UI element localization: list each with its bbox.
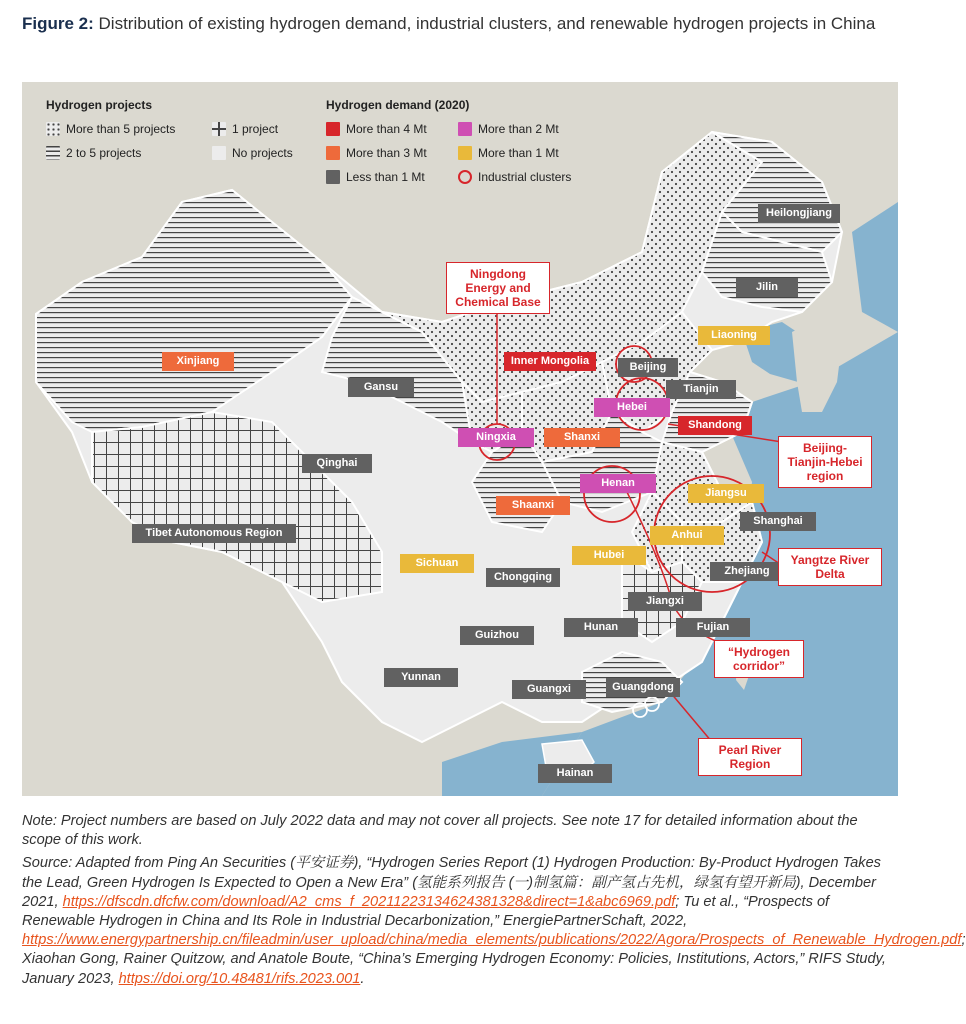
legend-gt2 [458,122,559,136]
legend-gt1 [458,146,559,160]
legend-none-label: No projects [232,146,293,160]
gray-swatch-icon [326,170,340,184]
legend-gt3 [326,146,427,160]
legend-one [212,122,278,136]
china-map [22,82,898,796]
province-inner-mongolia: Inner Mongolia [504,352,596,371]
legend-gt1-label: More than 1 Mt [478,146,559,160]
source-link-2[interactable]: https://www.energypartnership.cn/fileadmin/user_upload/china/media_elements/publications/2022/Agora/Prospects_of_Renewable_Hydrogen.pdf [22,932,962,949]
circle-outline-icon [458,170,472,184]
source-text [22,854,966,988]
legend-more5 [46,122,175,136]
province-tianjin: Tianjin [666,380,736,399]
callout-ningdong: Ningdong Energy and Chemical Base [446,262,550,314]
province-zhejiang: Zhejiang [710,562,784,581]
legend-lt1 [326,170,425,184]
province-heilongjiang: Heilongjiang [758,204,840,223]
province-shanghai: Shanghai [740,512,816,531]
province-ningxia: Ningxia [458,428,534,447]
province-tibet: Tibet Autonomous Region [132,524,296,543]
province-guangdong: Guangdong [606,678,680,697]
province-jilin: Jilin [736,278,798,297]
sea-japan [852,202,898,332]
legend-one-label: 1 project [232,122,279,136]
legend-two5-label: 2 to 5 projects [66,146,142,160]
figure-title [22,14,892,34]
legend-gt2-label: More than 2 Mt [478,122,559,136]
province-gansu: Gansu [348,378,414,397]
province-hubei: Hubei [572,546,646,565]
legend-more5-label: More than 5 projects [66,122,176,136]
province-jiangxi: Jiangxi [628,592,702,611]
province-jiangsu: Jiangsu [688,484,764,503]
blank-swatch-icon [212,146,226,160]
dots-swatch-icon [46,122,60,136]
source-part-1: Source: Adapted from Ping An Securities (平安证券), “Hydrogen Series Report (1) Hydrogen Production: By-Product Hydrogen Takes the Lead, Green Hydrogen Is Expected to Open a New Era” (氢能系列报告 (一)制氢篇：副产氢占先机，绿氢有望开新局), December 2021, [22,855,881,910]
province-hainan: Hainan [538,764,612,783]
callout-bth: Beijing-Tianjin-Hebei region [778,436,872,488]
province-hunan: Hunan [564,618,638,637]
province-shanxi: Shanxi [544,428,620,447]
callout-yrd: Yangtze River Delta [778,548,882,586]
lines-swatch-icon [46,146,60,160]
province-chongqing: Chongqing [486,568,560,587]
province-liaoning: Liaoning [698,326,770,345]
notes-block [22,812,966,993]
legend-none [212,146,293,160]
yellow-swatch-icon [458,146,472,160]
province-xinjiang: Xinjiang [162,352,234,371]
source-link-1[interactable]: https://dfscdn.dfcfw.com/download/A2_cms_f_20211223134624381328&direct=1&abc6969.pdf [62,893,676,910]
figure-label: Figure 2: [22,14,94,33]
province-yunnan: Yunnan [384,668,458,687]
legend-gt3-label: More than 3 Mt [346,146,427,160]
province-beijing: Beijing [618,358,678,377]
province-guizhou: Guizhou [460,626,534,645]
legend-projects-heading: Hydrogen projects [46,98,153,112]
province-fujian: Fujian [676,618,750,637]
figure-title-text: Distribution of existing hydrogen demand, industrial clusters, and renewable hydrogen projects in China [98,14,876,33]
province-guangxi: Guangxi [512,680,586,699]
source-part-2: ; Tu et al., “Prospects of Renewable Hydrogen in China and Its Role in Industrial Decarbonization,” EnergiePartnerSchaft, 2022, [22,893,830,930]
legend-gt4-label: More than 4 Mt [346,122,427,136]
source-end: . [360,970,365,987]
legend-clusters [458,170,571,184]
legend-demand-heading: Hydrogen demand (2020) [326,98,470,112]
province-sichuan: Sichuan [400,554,474,573]
red-swatch-icon [326,122,340,136]
note-text: Note: Project numbers are based on July 2022 data and may not cover all projects. See note 17 for detailed information about the scope of this work. [22,813,858,849]
source-link-3[interactable]: https://doi.org/10.48481/rifs.2023.001 [118,970,361,987]
legend-clusters-label: Industrial clusters [478,170,572,184]
orange-swatch-icon [326,146,340,160]
province-qinghai: Qinghai [302,454,372,473]
magenta-swatch-icon [458,122,472,136]
province-henan: Henan [580,474,656,493]
legend-lt1-label: Less than 1 Mt [346,170,425,184]
cross-swatch-icon [212,122,226,136]
province-shaanxi: Shaanxi [496,496,570,515]
legend-two5 [46,146,141,160]
province-shandong: Shandong [678,416,752,435]
callout-prr: Pearl River Region [698,738,802,776]
source-part-3: ; Xiaohan Gong, Rainer Quitzow, and Anatole Boute, “China’s Emerging Hydrogen Economy: Policies, Institutions, Actors,” RIFS Study, January 2023, [22,932,966,987]
callout-corridor: “Hydrogen corridor” [714,640,804,678]
province-hebei: Hebei [594,398,670,417]
province-anhui: Anhui [650,526,724,545]
legend-gt4 [326,122,427,136]
